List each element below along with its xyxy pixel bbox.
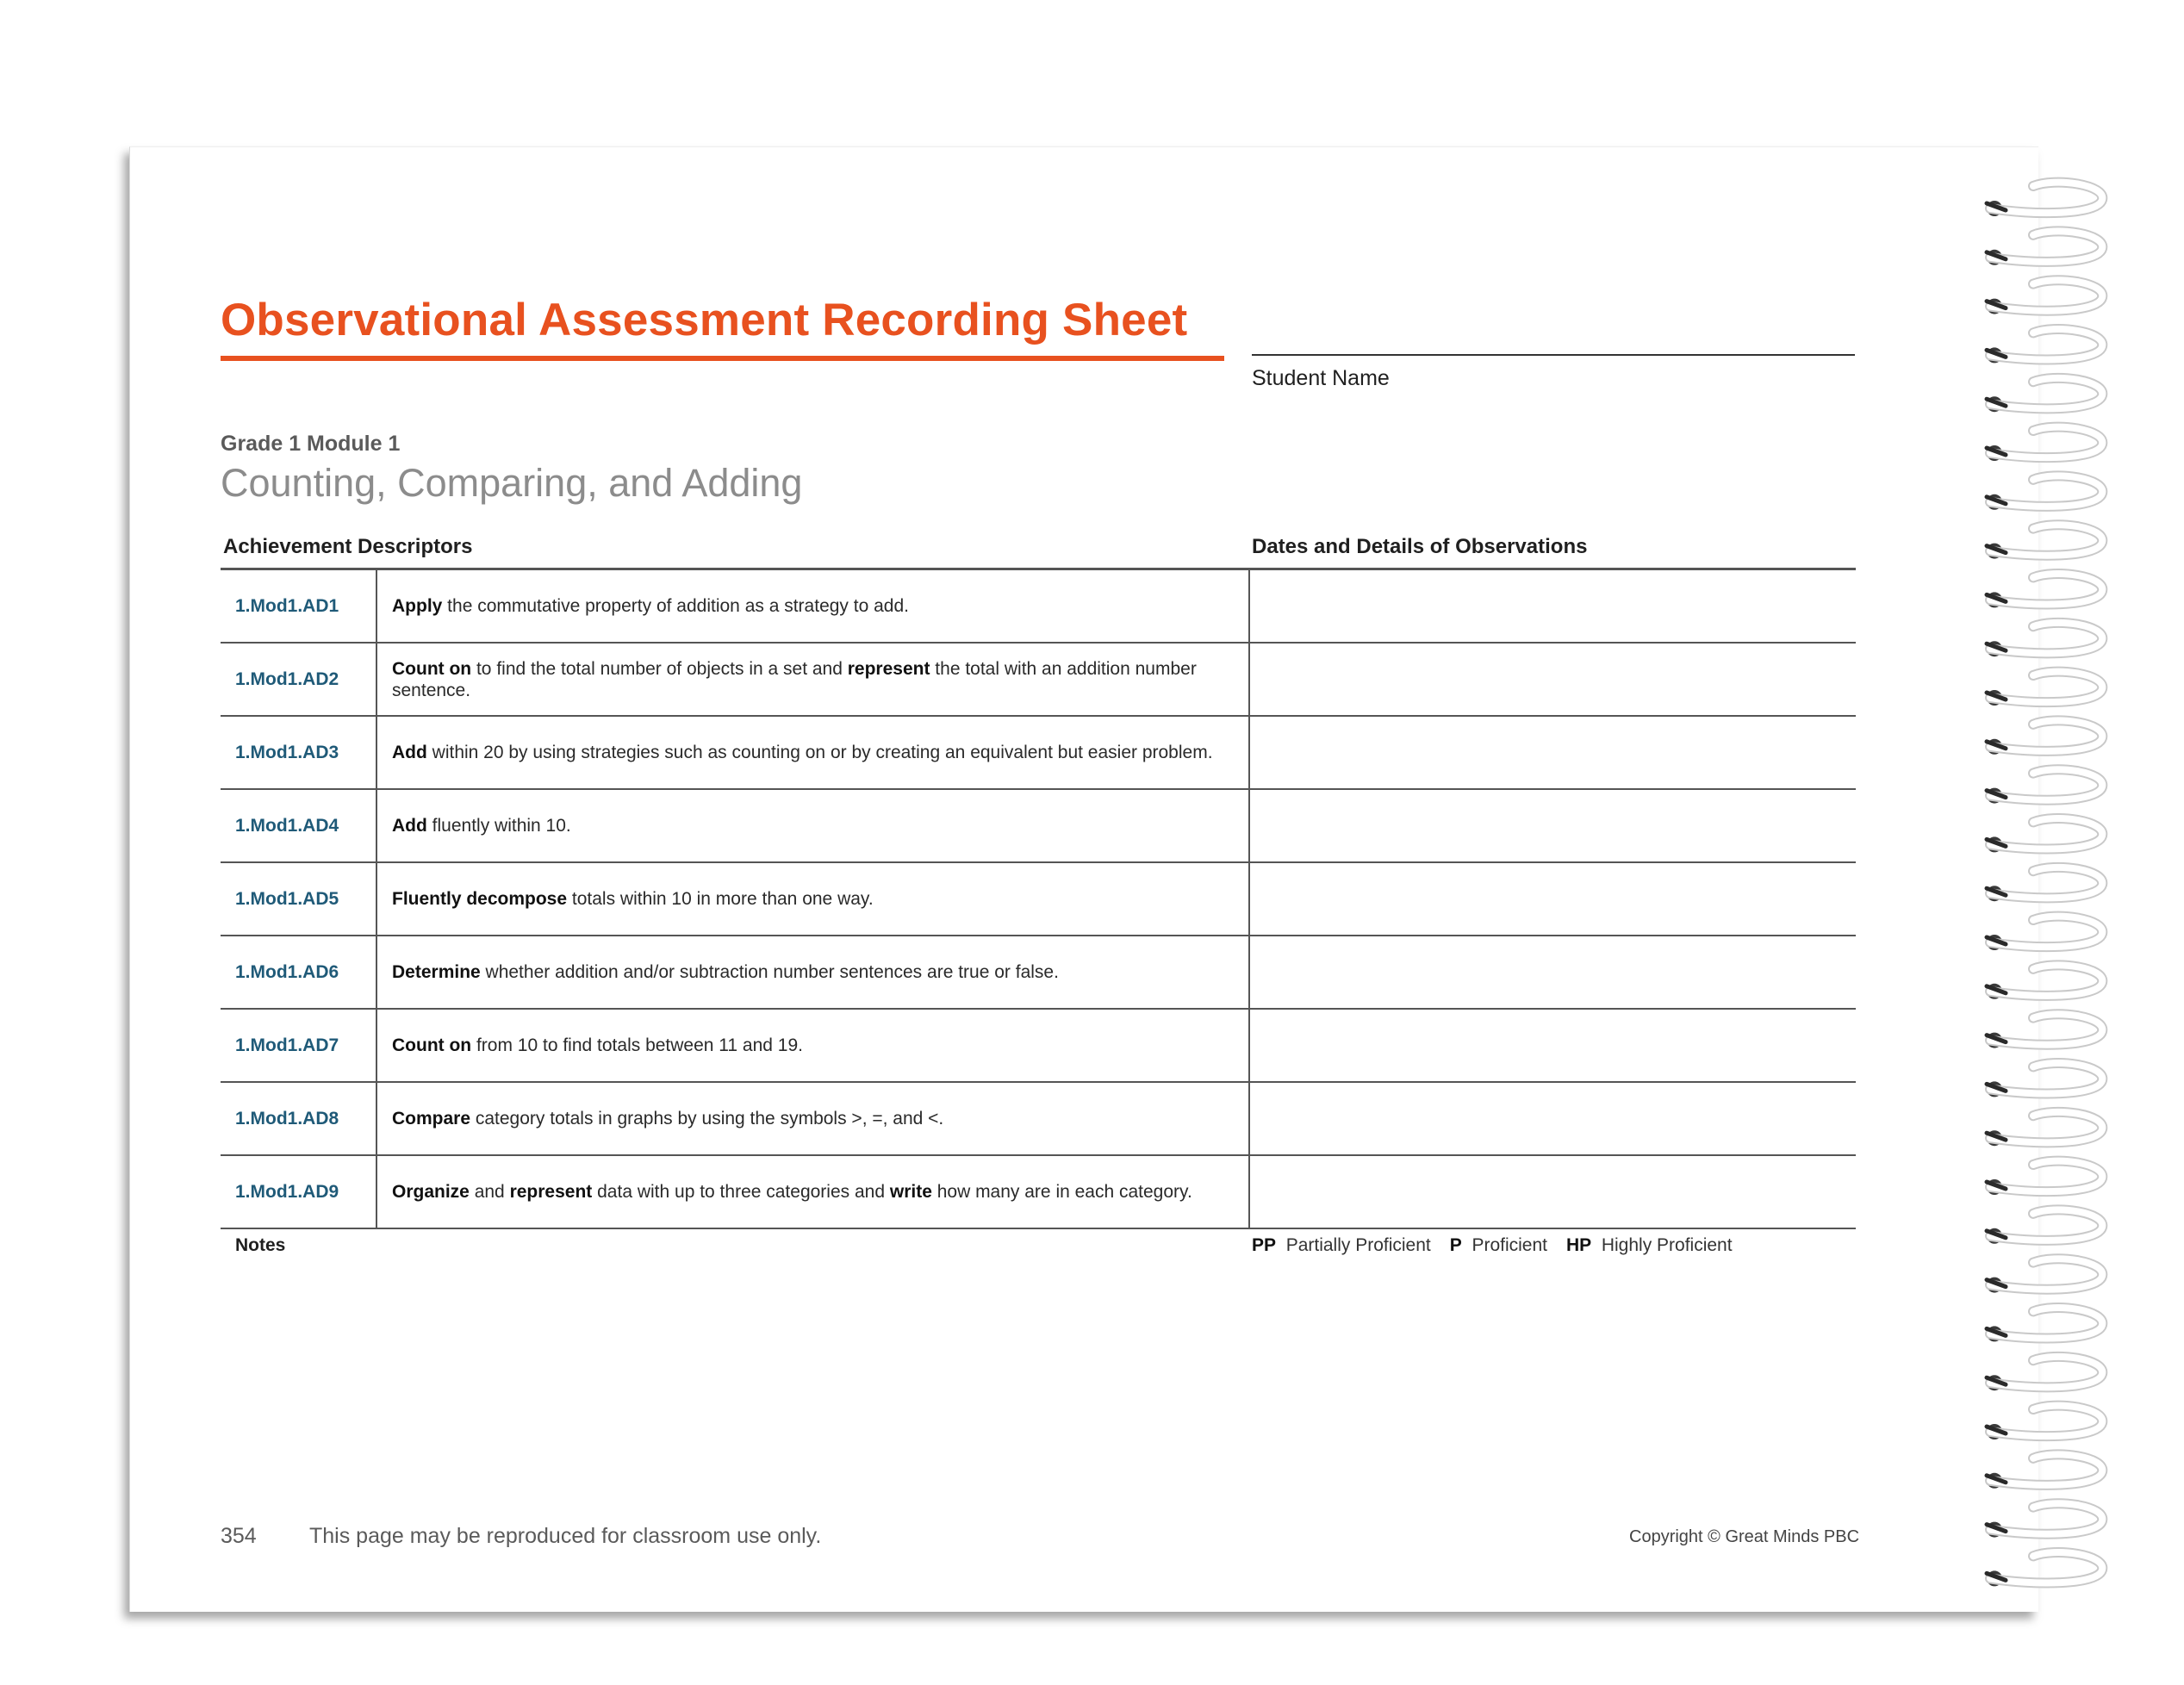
- descriptor-verb: Count on: [392, 1035, 472, 1055]
- spiral-coil: [1987, 574, 2102, 607]
- spiral-coil: [1987, 672, 2102, 706]
- column-header-observations: Dates and Details of Observations: [1252, 535, 1588, 558]
- descriptor-code: 1.Mod1.AD6: [221, 936, 377, 1008]
- spiral-coil: [1987, 183, 2102, 216]
- descriptor-fragment: the total with an addition number sentence.: [392, 658, 1197, 700]
- descriptor-fragment: fluently within 10.: [426, 816, 571, 836]
- module-title: Counting, Comparing, and Adding: [221, 461, 803, 505]
- descriptor-code: 1.Mod1.AD3: [221, 717, 377, 788]
- spiral-coil: [1987, 476, 2102, 509]
- spiral-coil: [1987, 818, 2102, 852]
- descriptor-verb: write: [889, 1182, 932, 1202]
- descriptor-text: [377, 644, 1250, 715]
- descriptor-text: [377, 1083, 1250, 1154]
- table-row: [221, 1010, 1856, 1083]
- descriptor-verb: Add: [392, 743, 427, 762]
- observation-cell[interactable]: [1250, 863, 1856, 935]
- descriptor-fragment: and: [469, 1182, 510, 1202]
- spiral-coil: [1987, 1552, 2102, 1586]
- spiral-coil: [1987, 427, 2102, 461]
- column-header-descriptors: Achievement Descriptors: [223, 535, 473, 558]
- table-row: [221, 863, 1856, 936]
- spiral-coil: [1987, 280, 2102, 314]
- descriptor-text: [377, 1156, 1250, 1228]
- spiral-coil: [1987, 1161, 2102, 1195]
- descriptor-verb: Determine: [392, 962, 481, 982]
- table-row: [221, 1156, 1856, 1229]
- observation-cell[interactable]: [1250, 1083, 1856, 1154]
- table-row: [221, 644, 1856, 717]
- descriptor-verb: Organize: [392, 1182, 470, 1202]
- descriptor-verb: represent: [847, 658, 930, 679]
- descriptor-text: [377, 1010, 1250, 1081]
- descriptor-verb: Add: [392, 816, 427, 836]
- spiral-coil: [1987, 1112, 2102, 1146]
- spiral-coil: [1987, 1014, 2102, 1048]
- descriptor-code: 1.Mod1.AD8: [221, 1083, 377, 1154]
- descriptor-text: [377, 790, 1250, 861]
- module-label: Grade 1 Module 1: [221, 432, 401, 456]
- table-row: [221, 570, 1856, 644]
- spiral-coil: [1987, 1063, 2102, 1097]
- descriptor-verb: represent: [509, 1182, 593, 1202]
- page-number: 354: [221, 1524, 257, 1548]
- observation-cell[interactable]: [1250, 936, 1856, 1008]
- spiral-coil: [1987, 867, 2102, 901]
- page-title: Observational Assessment Recording Sheet: [221, 295, 1188, 345]
- legend-label: Proficient: [1472, 1235, 1547, 1255]
- descriptor-text: [377, 570, 1250, 642]
- observation-cell[interactable]: [1250, 1156, 1856, 1228]
- spiral-binding: [1973, 164, 2145, 1611]
- spiral-coil: [1987, 917, 2102, 950]
- descriptor-fragment: category totals in graphs by using the symbols >, =, and <.: [470, 1109, 944, 1129]
- spiral-coil: [1987, 769, 2102, 803]
- notes-label: Notes: [235, 1235, 286, 1255]
- descriptor-fragment: totals within 10 in more than one way.: [567, 889, 874, 909]
- descriptor-fragment: the commutative property of addition as a strategy to add.: [442, 596, 909, 616]
- spiral-coil: [1987, 1503, 2102, 1537]
- descriptor-code: 1.Mod1.AD4: [221, 790, 377, 861]
- observation-cell[interactable]: [1250, 644, 1856, 715]
- legend-abbreviation: P: [1449, 1235, 1462, 1255]
- descriptor-code: 1.Mod1.AD2: [221, 644, 377, 715]
- descriptor-code: 1.Mod1.AD5: [221, 863, 377, 935]
- descriptor-text: [377, 936, 1250, 1008]
- spiral-coil: [1987, 231, 2102, 264]
- title-underline: [221, 356, 1224, 361]
- spiral-coil: [1987, 965, 2102, 998]
- descriptor-fragment: data with up to three categories and: [592, 1182, 890, 1202]
- spiral-coil: [1987, 1357, 2102, 1390]
- copyright-note: Copyright © Great Minds PBC: [1629, 1527, 1860, 1546]
- descriptor-code: 1.Mod1.AD7: [221, 1010, 377, 1081]
- legend-label: Highly Proficient: [1601, 1235, 1733, 1255]
- descriptor-verb: Compare: [392, 1109, 471, 1129]
- descriptor-fragment: within 20 by using strategies such as counting on or by creating an equivalent but easier problem.: [426, 743, 1213, 762]
- descriptor-code: 1.Mod1.AD1: [221, 570, 377, 642]
- reproduce-note: This page may be reproduced for classroom use only.: [309, 1524, 822, 1548]
- legend-label: Partially Proficient: [1285, 1235, 1431, 1255]
- descriptor-fragment: from 10 to find totals between 11 and 19.: [471, 1035, 804, 1055]
- spiral-coil: [1987, 1259, 2102, 1292]
- spiral-coil: [1987, 1406, 2102, 1439]
- spiral-coil: [1987, 525, 2102, 558]
- descriptor-text: [377, 717, 1250, 788]
- spiral-coil: [1987, 1308, 2102, 1341]
- student-name-label: Student Name: [1252, 366, 1390, 390]
- table-row: [221, 936, 1856, 1010]
- observation-cell[interactable]: [1250, 570, 1856, 642]
- student-name-line: [1252, 354, 1855, 356]
- descriptor-fragment: whether addition and/or subtraction number sentences are true or false.: [480, 962, 1059, 982]
- descriptor-fragment: to find the total number of objects in a set and: [471, 658, 848, 679]
- descriptors-table: [221, 568, 1856, 1229]
- legend-abbreviation: HP: [1565, 1235, 1592, 1255]
- proficiency-legend: [1252, 1235, 1733, 1256]
- table-row: [221, 790, 1856, 863]
- descriptor-verb: Apply: [392, 596, 443, 616]
- spiral-coil: [1987, 378, 2102, 412]
- table-row: [221, 717, 1856, 790]
- observation-cell[interactable]: [1250, 1010, 1856, 1081]
- table-row: [221, 1083, 1856, 1156]
- spiral-coil: [1987, 623, 2102, 656]
- descriptor-code: 1.Mod1.AD9: [221, 1156, 377, 1228]
- legend-abbreviation: PP: [1252, 1235, 1277, 1255]
- descriptor-text: [377, 863, 1250, 935]
- worksheet-page: [129, 146, 2038, 1612]
- observation-cell[interactable]: [1250, 717, 1856, 788]
- descriptor-verb: Count on: [392, 658, 472, 679]
- descriptor-verb: Fluently decompose: [392, 889, 568, 909]
- descriptor-fragment: how many are in each category.: [931, 1182, 1192, 1202]
- spiral-coil: [1987, 329, 2102, 363]
- spiral-coil: [1987, 720, 2102, 754]
- observation-cell[interactable]: [1250, 790, 1856, 861]
- spiral-coil: [1987, 1454, 2102, 1488]
- spiral-coil: [1987, 1209, 2102, 1243]
